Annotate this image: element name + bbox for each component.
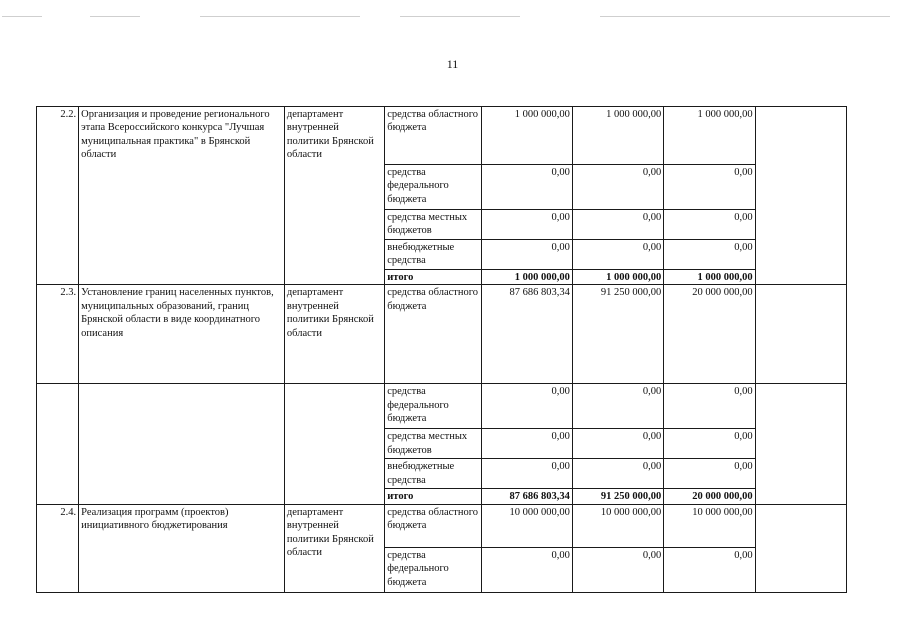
amount-cell: 0,00 [572,547,663,592]
amount-cell: 10 000 000,00 [572,504,663,547]
funding-source: внебюджетные средства [385,459,481,489]
amount-cell-total: 1 000 000,00 [572,270,663,285]
amount-cell: 0,00 [664,240,755,270]
empty-cell [755,504,846,592]
amount-cell-total: 91 250 000,00 [572,489,663,504]
amount-cell: 0,00 [481,384,572,429]
funding-source: средства местных бюджетов [385,429,481,459]
amount-cell: 0,00 [572,384,663,429]
scan-edge-artifact [0,12,905,20]
funding-source: средства областного бюджета [385,107,481,165]
item-code: 2.2. [37,107,79,285]
funding-source-total: итого [385,489,481,504]
amount-cell: 0,00 [481,165,572,210]
empty-cell [37,384,79,504]
amount-cell: 0,00 [664,210,755,240]
amount-cell: 0,00 [664,459,755,489]
table-row [37,285,847,384]
amount-cell-total: 20 000 000,00 [664,489,755,504]
funding-source: внебюджетные средства [385,240,481,270]
table-row [37,107,847,165]
amount-cell: 0,00 [481,210,572,240]
empty-cell [284,384,384,504]
amount-cell: 20 000 000,00 [664,285,755,384]
item-department: департамент внутренней политики Брянской области [284,285,384,384]
amount-cell: 0,00 [481,459,572,489]
amount-cell: 91 250 000,00 [572,285,663,384]
item-name: Организация и проведение регионального этапа Всероссийского конкурса "Лучшая муниципальная практика" в Брянской области [79,107,285,285]
amount-cell: 0,00 [481,240,572,270]
table-row [37,384,847,429]
empty-cell [755,384,846,504]
funding-source: средства федерального бюджета [385,547,481,592]
amount-cell: 0,00 [664,547,755,592]
item-code: 2.3. [37,285,79,384]
amount-cell: 0,00 [664,429,755,459]
amount-cell: 0,00 [481,547,572,592]
table-row [37,504,847,547]
item-department: департамент внутренней политики Брянской области [284,504,384,592]
item-name: Реализация программ (проектов) инициативного бюджетирования [79,504,285,592]
funding-source: средства местных бюджетов [385,210,481,240]
funding-source: средства областного бюджета [385,285,481,384]
amount-cell: 0,00 [664,165,755,210]
amount-cell-total: 1 000 000,00 [481,270,572,285]
amount-cell-total: 87 686 803,34 [481,489,572,504]
budget-table [36,106,847,593]
empty-cell [755,285,846,384]
page-number: 11 [446,57,459,71]
empty-cell [79,384,285,504]
amount-cell: 10 000 000,00 [481,504,572,547]
funding-source-total: итого [385,270,481,285]
amount-cell: 1 000 000,00 [664,107,755,165]
amount-cell-total: 1 000 000,00 [664,270,755,285]
amount-cell: 10 000 000,00 [664,504,755,547]
amount-cell: 0,00 [572,210,663,240]
item-department: департамент внутренней политики Брянской области [284,107,384,285]
item-code: 2.4. [37,504,79,592]
funding-source: средства федерального бюджета [385,165,481,210]
amount-cell: 0,00 [664,384,755,429]
amount-cell: 87 686 803,34 [481,285,572,384]
amount-cell: 1 000 000,00 [481,107,572,165]
amount-cell: 0,00 [572,165,663,210]
funding-source: средства областного бюджета [385,504,481,547]
funding-source: средства федерального бюджета [385,384,481,429]
amount-cell: 0,00 [572,459,663,489]
empty-cell [755,107,846,285]
amount-cell: 0,00 [572,240,663,270]
amount-cell: 0,00 [572,429,663,459]
item-name: Установление границ населенных пунктов, муниципальных образований, границ Брянской области в виде координатного описания [79,285,285,384]
amount-cell: 0,00 [481,429,572,459]
amount-cell: 1 000 000,00 [572,107,663,165]
